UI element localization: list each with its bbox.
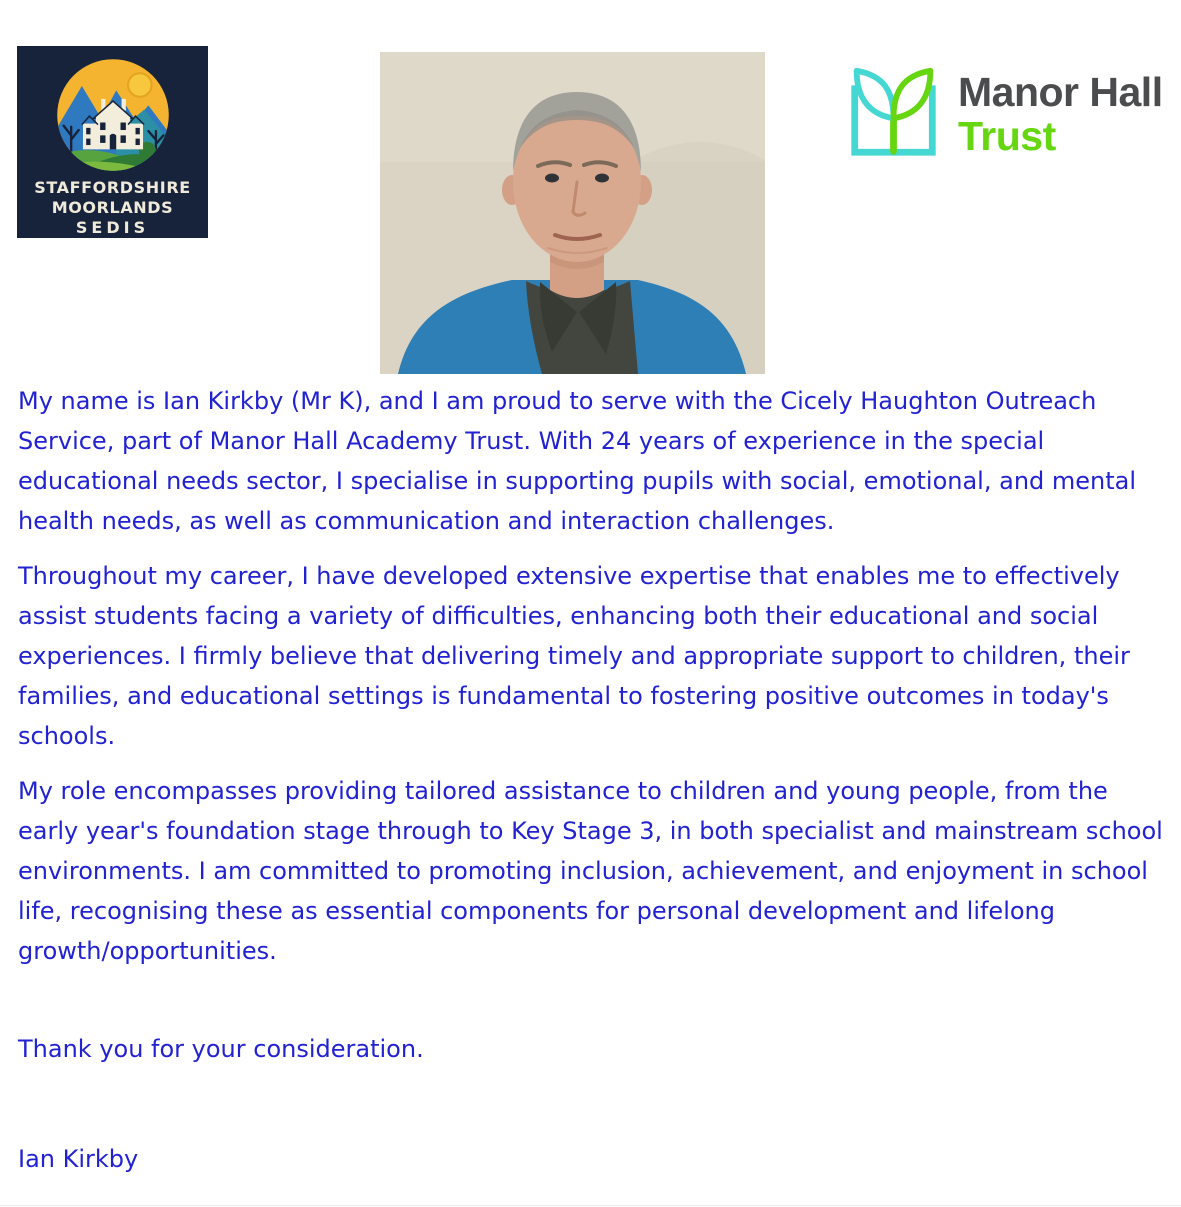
sedis-logo-line2: MOORLANDS: [51, 198, 174, 217]
page-bottom-divider: [0, 1205, 1181, 1206]
sedis-logo-line3: SEDIS: [75, 218, 150, 237]
sedis-logo-line1: STAFFORDSHIRE: [34, 178, 191, 197]
leaf-book-icon: [845, 64, 942, 161]
trust-logo-subname: Trust: [958, 113, 1056, 159]
signature: Ian Kirkby: [18, 1145, 139, 1173]
paragraph-intro: My name is Ian Kirkby (Mr K), and I am proud to serve with the Cicely Haughton Outreach Service, part of Manor Hall Academy Trust. With 24 years of experience in the special educational needs sector, I specialise in supporting pupils with social, emotional, and mental health needs, as well as communication and interaction challenges.: [18, 387, 1137, 535]
sedis-emblem-icon: [54, 56, 172, 174]
man-portrait-icon: [380, 52, 765, 374]
paragraph-career: Throughout my career, I have developed extensive expertise that enables me to effectively assist students facing a variety of difficulties, enhancing both their educational and social experiences. I firmly believe that delivering timely and appropriate support to children, their families, and educational settings is fundamental to fostering positive outcomes in today's schools.: [18, 562, 1130, 750]
trust-logo-name: Manor Hall: [958, 69, 1163, 115]
manor-hall-trust-logo: [845, 64, 1163, 161]
letter-body: [18, 381, 1166, 1179]
sedis-logo: [17, 46, 208, 238]
portrait-photo: [380, 52, 765, 374]
paragraph-role: My role encompasses providing tailored assistance to children and young people, from the early year's foundation stage through to Key Stage 3, in both specialist and mainstream school environments. I am committed to promoting inclusion, achievement, and enjoyment in school life, recognising these as essential components for personal development and lifelong growth/opportunities.: [18, 777, 1163, 965]
closing-line: Thank you for your consideration.: [18, 1035, 424, 1063]
